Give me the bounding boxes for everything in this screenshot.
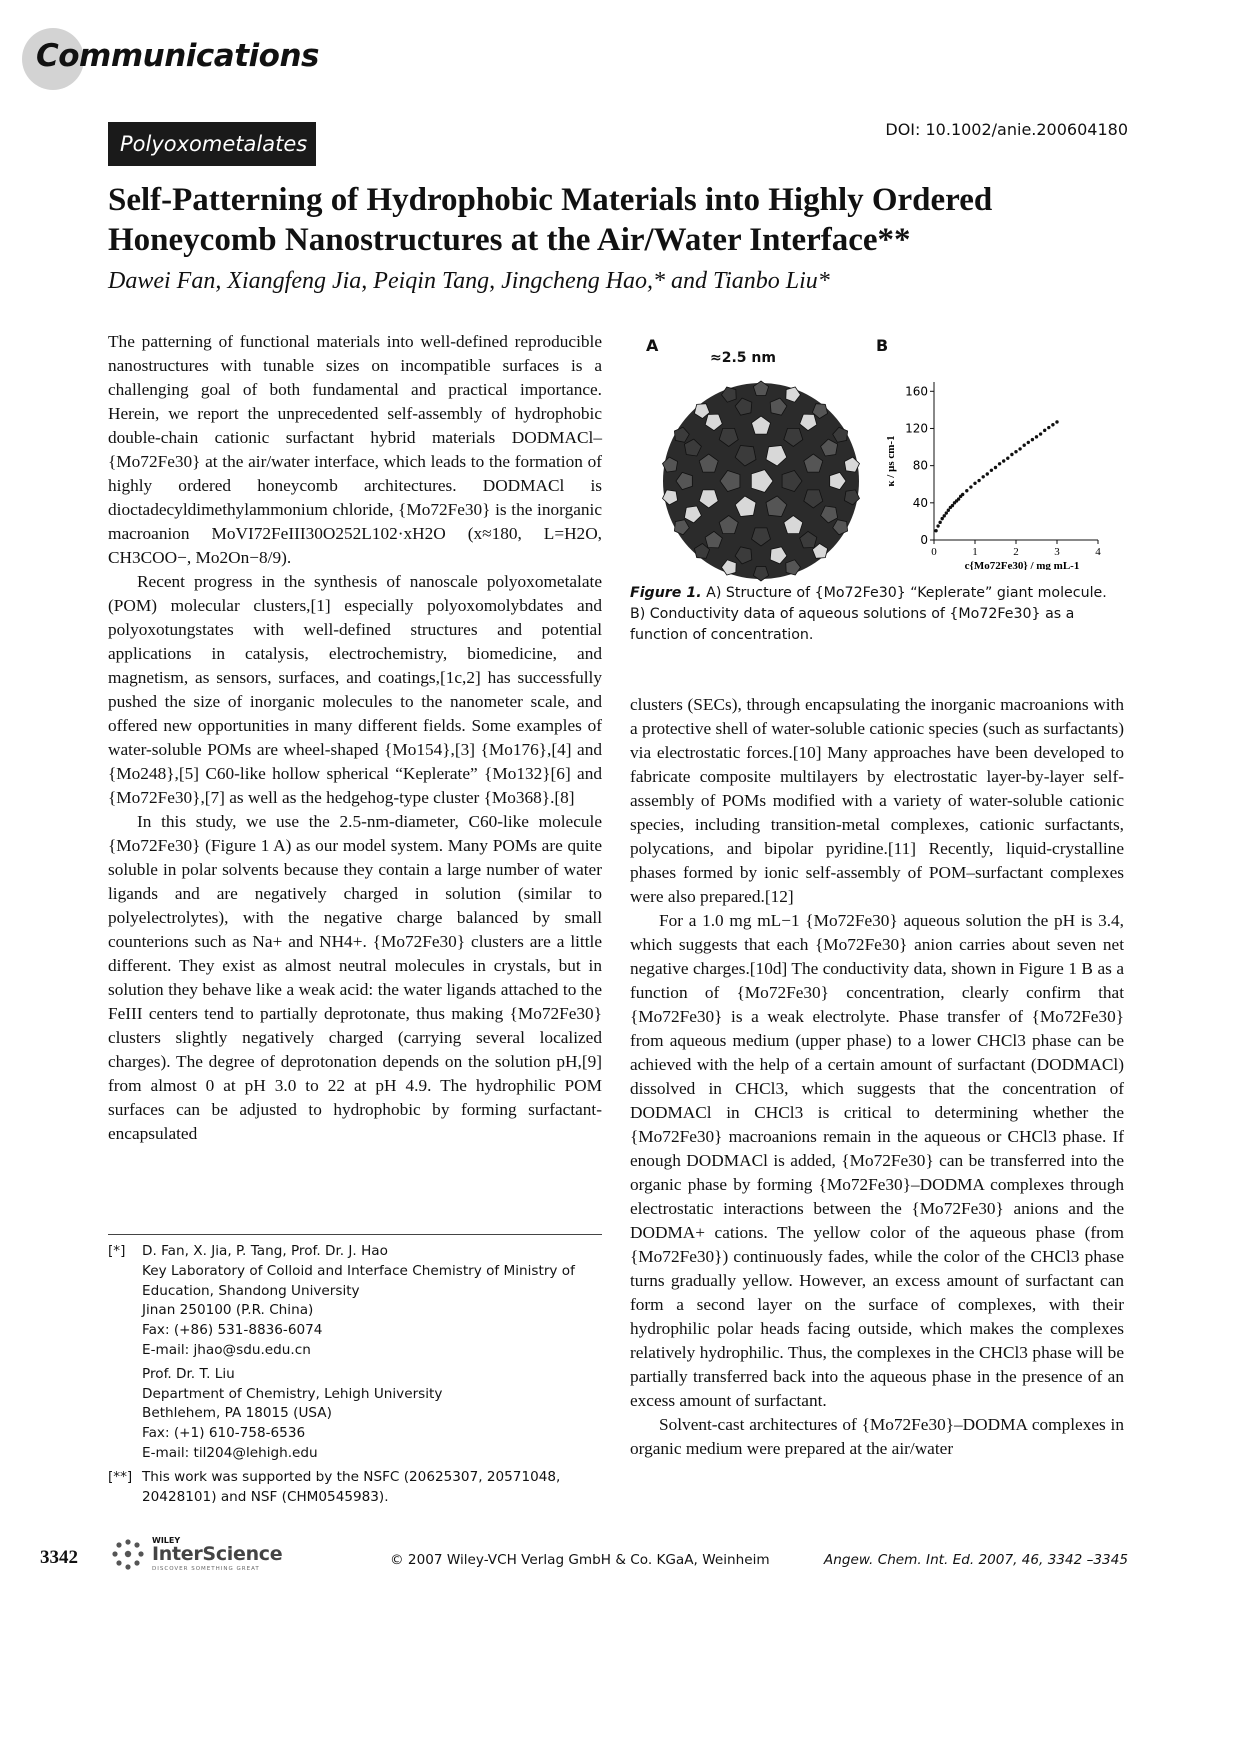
data-point [990,469,993,472]
data-point [934,529,937,532]
scale-bar-label: ≈2.5 nm [710,350,776,366]
interscience-logo[interactable] [108,1536,283,1574]
data-point [994,466,997,469]
category-tag: Polyoxometalates [108,122,316,166]
data-point [1035,435,1038,438]
x-tick-label: 0 [931,546,937,558]
footnote-line: Key Laboratory of Colloid and Interface Chemistry of Ministry of [142,1262,575,1279]
data-point [951,504,954,507]
keplerate-molecule-image [650,370,872,592]
x-axis-label: c{Mo72Fe30} / mg mL-1 [964,560,1080,570]
y-tick-label: 0 [920,533,928,547]
data-point [1023,444,1026,447]
footnote-line: Fax: (+1) 610-758-6536 [142,1425,306,1442]
paragraph: For a 1.0 mg mL−1 {Mo72Fe30} aqueous solution the pH is 3.4, which suggests that each {Mo72Fe30} anion carries about seven net negative charges.[10d] The conductivity data, shown in Figure 1 B as a function of {Mo72Fe30} concentration, clearly confirm that {Mo72Fe30} is a weak electrolyte. Phase transfer of {Mo72Fe30} from aqueous medium (upper phase) to a lower CHCl3 phase can be achieved with the help of a certain amount of surfactant (DODMACl) dissolved in CHCl3, which suggests that the concentration of DODMACl in CHCl3 is critical to determining whether the {Mo72Fe30} macroanions remain in the aqueous or CHCl3 phase. If enough DODMACl is added, {Mo72Fe30} can be transferred into the organic phase by forming {Mo72Fe30}–DODMA complexes through electrostatic interactions between the {Mo72Fe30} anions and the DODMA+ cations. The yellow color of the aqueous phase (from {Mo72Fe30}) continuously fades, while the color of the CHCl3 phase turns gradually yellow. However, an excess amount of surfactant can form a second layer on the surface of complexes, with their hydrophilic polar heads facing outside, which makes the complexes relatively hydrophilic. Thus, the complexes in the CHCl3 phase will be partially transferred back into the aqueous phase in the presence of an excess amount of surfactant. [630,911,1124,1410]
paragraph: Solvent-cast architectures of {Mo72Fe30}–DODMA complexes in organic medium were prepared at the air/water [630,1415,1124,1458]
logo-name: InterScience [152,1543,283,1565]
data-point [1027,441,1030,444]
footnote-affiliations [108,1242,602,1464]
paragraph: The patterning of functional materials into well-defined reproducible nanostructures with tunable sizes on incompatible surfaces is a challenging goal of both fundamental and practical importance. Herein, we report the unprecedented self-assembly of hydrophobic double-chain cationic surfactant hybrid materials DODMACl–{Mo72Fe30} at the air/water interface, which leads to the formation of highly ordered honeycomb architectures. DODMACl is dioctadecyldimethylammonium chloride, {Mo72Fe30} is the inorganic macroanion MoVI72FeIII30O252L102·xH2O (x≈180, L=H2O, CH3COO−, Mo2On−8/9). [108,332,602,567]
article-title: Self-Patterning of Hydrophobic Materials into Highly Ordered Honeycomb Nanostructures at the Air/Water Interface** [108,182,993,258]
page-number: 3342 [40,1547,78,1568]
data-point [957,497,960,500]
chart-points [934,420,1058,532]
data-point [945,511,948,514]
footnote-marker: [*] [108,1243,126,1259]
copyright: © 2007 Wiley-VCH Verlag GmbH & Co. KGaA, Weinheim [390,1552,770,1568]
x-tick-label: 2 [1013,546,1019,558]
data-point [1010,453,1013,456]
data-point [1002,459,1005,462]
data-point [1039,432,1042,435]
logo-tagline: DISCOVER SOMETHING GREAT [152,1566,260,1572]
chart-axes [885,382,1101,570]
logo-wiley-text: WILEY [152,1536,181,1545]
body-column-left [108,330,602,1146]
data-point [943,514,946,517]
data-point [1031,438,1034,441]
interscience-logo-icon [108,1536,148,1574]
section-name: Communications [36,38,319,74]
figure-caption [630,583,1124,646]
footnote-line: Bethlehem, PA 18015 (USA) [142,1405,332,1422]
y-axis-label: κ / μs cm-1 [885,435,897,487]
data-point [977,479,980,482]
data-point [998,462,1001,465]
x-tick-label: 4 [1095,546,1101,558]
data-point [986,472,989,475]
data-point [1051,423,1054,426]
footnote-email[interactable]: E-mail: til204@lehigh.edu [142,1444,318,1461]
figure-caption-label: Figure 1. [630,585,702,601]
paragraph: Recent progress in the synthesis of nanoscale polyoxometalate (POM) molecular clusters,[1] especially polyoxomolybdates and polyoxotungstates with well-defined structures and potential applications in catalysis, electrochemistry, biomedicine, and magnetism, as sensors, surfaces, and coatings,[1c,2] has successfully pushed the size of inorganic molecules to the nanometer scale, and offered new opportunities in many different fields. Some examples of water-soluble POMs are wheel-shaped {Mo154},[3] {Mo176},[4] and {Mo248},[5] C60-like hollow spherical “Keplerate” {Mo132}[6] and {Mo72Fe30},[7] as well as the hedgehog-type cluster {Mo368}.[8] [108,572,602,807]
figure-panel-a-label: A [646,336,659,355]
data-point [938,521,941,524]
y-tick-label: 120 [905,421,928,436]
doi[interactable]: DOI: 10.1002/anie.200604180 [885,120,1128,139]
footnote-marker: [**] [108,1468,133,1485]
data-point [1018,447,1021,450]
data-point [1006,457,1009,460]
data-point [973,482,976,485]
data-point [947,509,950,512]
journal-citation: Angew. Chem. Int. Ed. 2007, 46, 3342 –3345 [823,1552,1128,1568]
paragraph: In this study, we use the 2.5-nm-diameter, C60-like molecule {Mo72Fe30} (Figure 1 A) as our model system. Many POMs are quite soluble in polar solvents because they contain a large number of water ligands and are negatively charged in solution (similar to polyelectrolytes), with the negative charge balanced by small counterions such as Na+ and NH4+. {Mo72Fe30} clusters are a little different. They exist as almost neutral molecules in crystals, but in solution they behave like a weak acid: the water ligands attached to the FeIII centers tend to partially deprotonate, thus making {Mo72Fe30} clusters slightly negatively charged (carrying several localized charges). The degree of deprotonation depends on the solution pH,[9] from almost 0 at pH 3.0 to 22 at pH 4.9. The hydrophilic POM surfaces can be adjusted to hydrophobic by forming surfactant-encapsulated [108,812,602,1143]
data-point [1043,429,1046,432]
footnote-email[interactable]: E-mail: jhao@sdu.edu.cn [142,1341,311,1358]
footnote-acknowledgement [108,1468,602,1508]
footnote-divider [108,1234,602,1235]
data-point [941,517,944,520]
footnote-line: Prof. Dr. T. Liu [142,1365,235,1382]
conductivity-chart [880,370,1110,570]
article-authors: Dawei Fan, Xiangfeng Jia, Peiqin Tang, Jingcheng Hao,* and Tianbo Liu* [108,268,830,294]
footnotes [108,1242,602,1507]
data-point [965,489,968,492]
figure-panel-b-label: B [876,336,889,355]
footnote-line: Education, Shandong University [142,1282,360,1299]
body-column-right [630,693,1124,1461]
y-tick-label: 160 [905,384,928,399]
footnote-line: Department of Chemistry, Lehigh University [142,1385,443,1402]
figure-caption-text: A) Structure of {Mo72Fe30} “Keplerate” giant molecule. B) Conductivity data of aqueous solutions of {Mo72Fe30} as a function of concentration. [630,585,1107,643]
x-tick-label: 1 [972,546,978,558]
paragraph: clusters (SECs), through encapsulating the inorganic macroanions with a protective shell of water-soluble cationic species (such as surfactants) via electrostatic forces.[10] Many approaches have been developed to fabricate composite multilayers by electrostatic layer-by-layer self-assembly of POMs modified with a variety of water-soluble cationic species, including transition-metal complexes, cationic surfactants, polycations, and bipolar pyridine.[11] Recently, liquid-crystalline phases formed by ionic self-assembly of POM–surfactant complexes were also prepared.[12] [630,695,1124,906]
data-point [1014,450,1017,453]
journal-section-header [22,28,342,90]
data-point [982,475,985,478]
data-point [936,524,939,527]
footnote-line: D. Fan, X. Jia, P. Tang, Prof. Dr. J. Hao [142,1243,388,1259]
data-point [969,485,972,488]
data-point [961,493,964,496]
data-point [1047,426,1050,429]
x-tick-label: 3 [1054,546,1060,558]
footnote-line: Fax: (+86) 531-8836-6074 [142,1322,323,1339]
y-tick-label: 80 [912,458,928,473]
y-tick-label: 40 [912,495,928,510]
data-point [1055,420,1058,423]
footnote-line: Jinan 250100 (P.R. China) [142,1302,314,1319]
footnote-text: This work was supported by the NSFC (20625307, 20571048, 20428101) and NSF (CHM0545983). [142,1468,561,1505]
